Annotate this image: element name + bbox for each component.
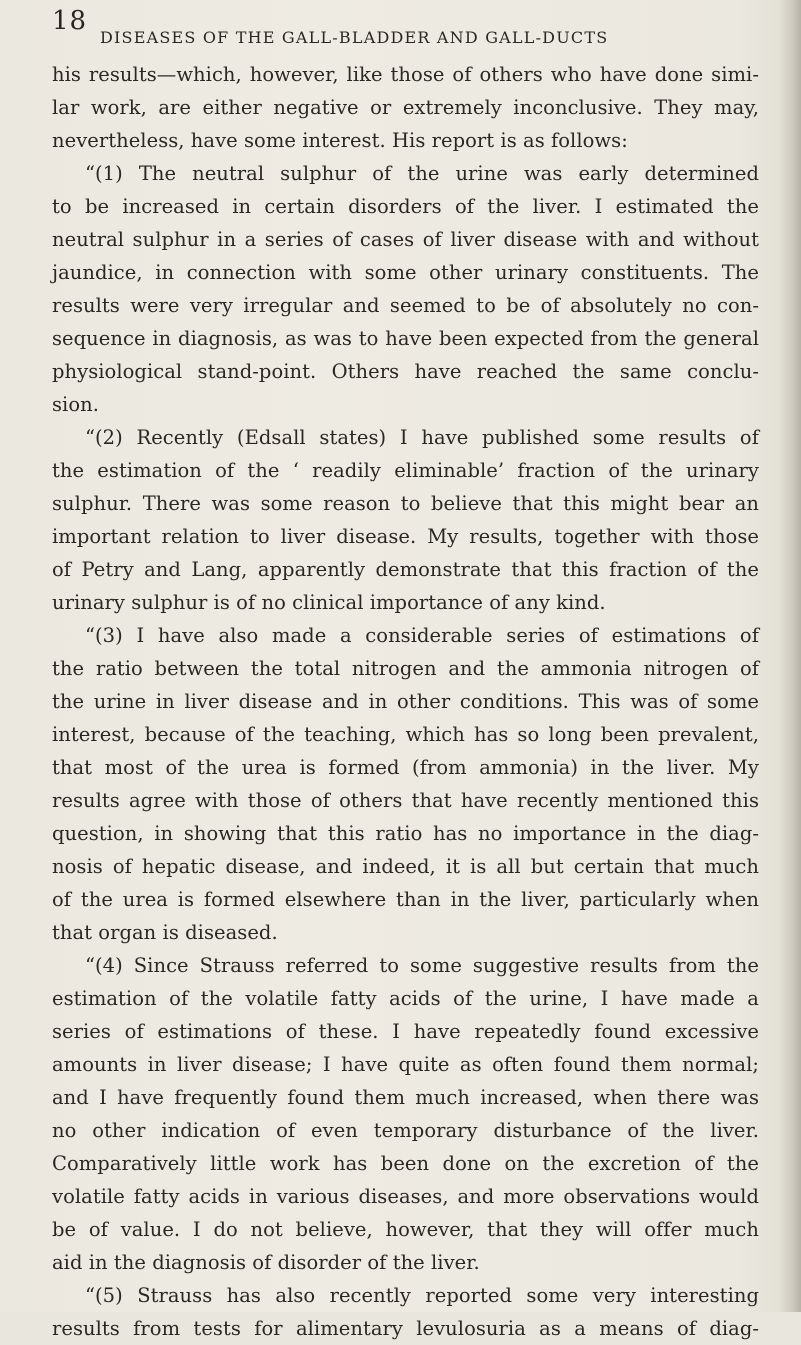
page-header: [52, 6, 752, 46]
text-line: important relation to liver disease. My results, together with those: [52, 525, 759, 548]
body-text: [52, 58, 759, 1345]
text-line: lar work, are either negative or extremely inconclusive. They may,: [52, 96, 759, 119]
text-line: “(5) Strauss has also recently reported some very interesting: [85, 1284, 759, 1307]
text-line: results from tests for alimentary levulosuria as a means of diag-: [52, 1317, 759, 1340]
text-line: no other indication of even temporary disturbance of the liver.: [52, 1119, 759, 1142]
text-line: neutral sulphur in a series of cases of liver disease with and without: [52, 228, 759, 251]
text-line: results agree with those of others that have recently mentioned this: [52, 789, 759, 812]
text-line: nevertheless, have some interest. His report is as follows:: [52, 129, 628, 152]
text-line: sulphur. There was some reason to believe that this might bear an: [52, 492, 759, 515]
text-line: “(1) The neutral sulphur of the urine was early determined: [85, 162, 759, 185]
text-line: sion.: [52, 393, 99, 416]
text-line: to be increased in certain disorders of the liver. I estimated the: [52, 195, 759, 218]
page-edge-shadow: [779, 0, 801, 1312]
text-line: physiological stand-point. Others have reached the same conclu-: [52, 360, 759, 383]
text-line: the urine in liver disease and in other conditions. This was of some: [52, 690, 759, 713]
text-line: that most of the urea is formed (from ammonia) in the liver. My: [52, 756, 759, 779]
text-line: the estimation of the ‘ readily eliminable’ fraction of the urinary: [52, 459, 759, 482]
text-line: Comparatively little work has been done on the excretion of the: [52, 1152, 759, 1175]
text-line: of the urea is formed elsewhere than in the liver, particularly when: [52, 888, 759, 911]
text-line: estimation of the volatile fatty acids of the urine, I have made a: [52, 987, 759, 1010]
running-head: DISEASES OF THE GALL-BLADDER AND GALL-DUCTS: [100, 28, 609, 47]
text-line: urinary sulphur is of no clinical importance of any kind.: [52, 591, 606, 614]
text-line: interest, because of the teaching, which has so long been prevalent,: [52, 723, 759, 746]
text-line: of Petry and Lang, apparently demonstrate that this fraction of the: [52, 558, 759, 581]
text-line: and I have frequently found them much increased, when there was: [52, 1086, 759, 1109]
text-line: amounts in liver disease; I have quite as often found them normal;: [52, 1053, 759, 1076]
text-line: sequence in diagnosis, as was to have been expected from the general: [52, 327, 759, 350]
text-line: “(4) Since Strauss referred to some suggestive results from the: [85, 954, 759, 977]
text-line: that organ is diseased.: [52, 921, 278, 944]
text-line: question, in showing that this ratio has no importance in the diag-: [52, 822, 759, 845]
text-line: his results—which, however, like those of others who have done simi-: [52, 63, 759, 86]
text-line: results were very irregular and seemed to be of absolutely no con-: [52, 294, 759, 317]
page-number: 18: [52, 6, 88, 36]
text-line: jaundice, in connection with some other urinary constituents. The: [52, 261, 759, 284]
text-line: aid in the diagnosis of disorder of the liver.: [52, 1251, 480, 1274]
text-line: “(2) Recently (Edsall states) I have published some results of: [85, 426, 759, 449]
text-line: volatile fatty acids in various diseases, and more observations would: [52, 1185, 759, 1208]
text-line: “(3) I have also made a considerable series of estimations of: [85, 624, 759, 647]
text-line: series of estimations of these. I have repeatedly found excessive: [52, 1020, 759, 1043]
text-line: nosis of hepatic disease, and indeed, it is all but certain that much: [52, 855, 759, 878]
text-line: the ratio between the total nitrogen and the ammonia nitrogen of: [52, 657, 759, 680]
text-line: be of value. I do not believe, however, that they will offer much: [52, 1218, 759, 1241]
